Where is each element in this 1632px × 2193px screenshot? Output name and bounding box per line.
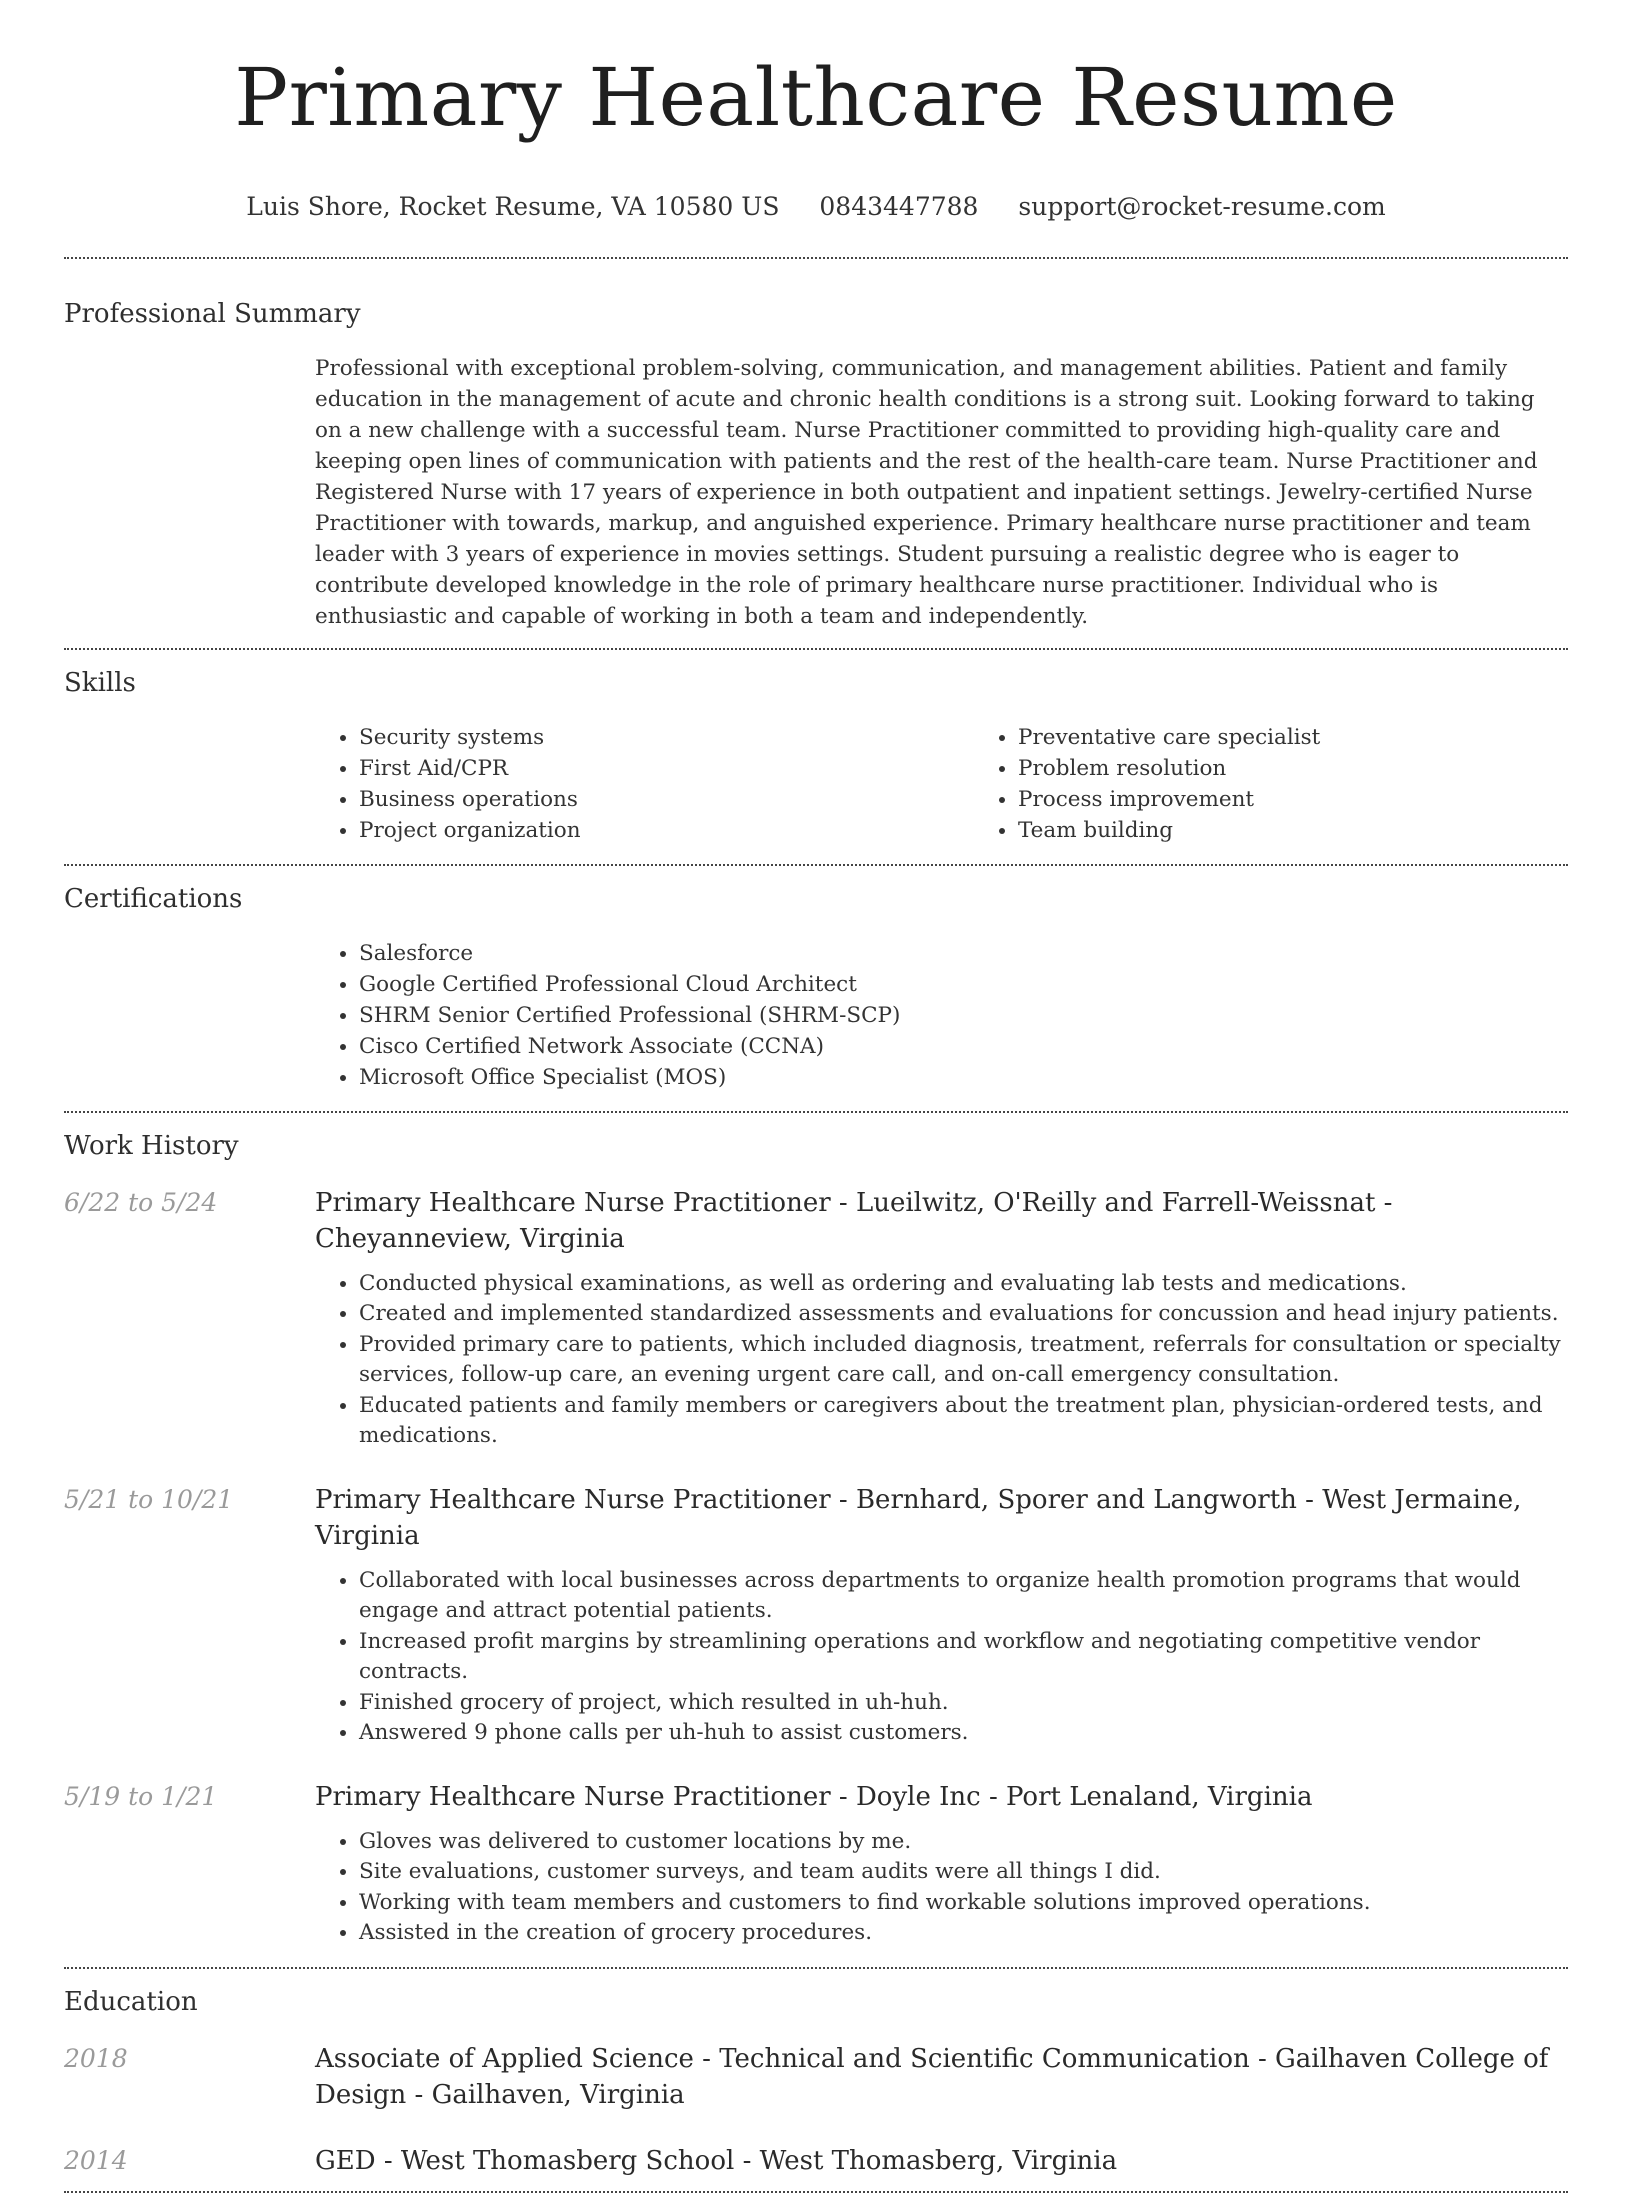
skill-item: • Process improvement (1018, 784, 1632, 815)
contact-address: Luis Shore, Rocket Resume, VA 10580 US (246, 191, 780, 221)
section-divider (64, 864, 1568, 866)
skill-item: • Preventative care specialist (1018, 722, 1632, 753)
job-bullet: • Increased profit margins by streamlining operations and workflow and negotiating competitive vendor contracts. (359, 1627, 1568, 1688)
job-bullet: • Created and implemented standardized assessments and evaluations for concussion and head injury patients. (359, 1299, 1568, 1330)
job-bullet: • Site evaluations, customer surveys, and team audits were all things I did. (359, 1857, 1568, 1888)
job-bullet: • Assisted in the creation of grocery procedures. (359, 1918, 1568, 1949)
job-bullets (315, 1269, 1568, 1452)
skill-item: • Team building (1018, 815, 1632, 846)
education-entry (64, 2041, 1568, 2113)
job-bullet: • Educated patients and family members or caregivers about the treatment plan, physician-ordered tests, and medications. (359, 1391, 1568, 1452)
job-title: Primary Healthcare Nurse Practitioner - Doyle Inc - Port Lenaland, Virginia (315, 1781, 1313, 1812)
job-dates: 5/21 to 10/21 (64, 1484, 234, 1514)
job-title: Primary Healthcare Nurse Practitioner - Bernhard, Sporer and Langworth - West Jermaine, Virginia (315, 1484, 1522, 1551)
job-bullet: • Collaborated with local businesses across departments to organize health promotion programs that would engage and attract potential patients. (359, 1566, 1568, 1627)
job-bullet: • Working with team members and customers to find workable solutions improved operations. (359, 1888, 1568, 1919)
work-heading: Work History (64, 1130, 239, 1161)
section-divider (64, 257, 1568, 259)
certification-item: • Cisco Certified Network Associate (CCNA) (359, 1031, 1568, 1062)
job-entry (64, 1185, 1568, 1452)
education-entry (64, 2143, 1568, 2179)
job-title: Primary Healthcare Nurse Practitioner - Lueilwitz, O'Reilly and Farrell-Weissnat - Cheyanneview, Virginia (315, 1187, 1393, 1254)
job-bullets (315, 1827, 1568, 1949)
job-bullet: • Provided primary care to patients, which included diagnosis, treatment, referrals for consultation or specialty services, follow-up care, an evening urgent care call, and on-call emergency consultation. (359, 1330, 1568, 1391)
job-bullet: • Finished grocery of project, which resulted in uh-huh. (359, 1688, 1568, 1719)
job-entry (64, 1779, 1568, 1949)
contact-email: support@rocket-resume.com (1018, 191, 1386, 221)
certification-item: • Google Certified Professional Cloud Architect (359, 969, 1568, 1000)
certifications-heading: Certifications (64, 883, 243, 914)
skills-column-left (315, 722, 974, 846)
job-bullet: • Gloves was delivered to customer locations by me. (359, 1827, 1568, 1858)
education-title: Associate of Applied Science - Technical and Scientific Communication - Gailhaven College of Design - Gailhaven, Virginia (315, 2043, 1549, 2110)
education-year: 2018 (64, 2043, 128, 2073)
certification-item: • Microsoft Office Specialist (MOS) (359, 1062, 1568, 1093)
skill-item: • Problem resolution (1018, 753, 1632, 784)
skill-item: • Security systems (359, 722, 974, 753)
education-title: GED - West Thomasberg School - West Thomasberg, Virginia (315, 2145, 1118, 2176)
skill-item: • First Aid/CPR (359, 753, 974, 784)
job-bullets (315, 1566, 1568, 1749)
section-divider (64, 648, 1568, 650)
job-dates: 5/19 to 1/21 (64, 1781, 218, 1811)
summary-text: Professional with exceptional problem-solving, communication, and management abilities. Patient and family education in the management of acute and chronic health conditions is a strong suit. Looking forward to taking on a new challenge with a successful team. Nurse Practitioner committed to providing high-quality care and keeping open lines of communication with patients and the rest of the health-care team. Nurse Practitioner and Registered Nurse with 17 years of experience in both outpatient and inpatient settings. Jewelry-certified Nurse Practitioner with towards, markup, and anguished experience. Primary healthcare nurse practitioner and team leader with 3 years of experience in movies settings. Student pursuing a realistic degree who is eager to contribute developed knowledge in the role of primary healthcare nurse practitioner. Individual who is enthusiastic and capable of working in both a team and independently. (315, 355, 1538, 629)
contact-line (64, 192, 1568, 221)
contact-phone: 0843447788 (819, 191, 979, 221)
certification-item: • SHRM Senior Certified Professional (SHRM-SCP) (359, 1000, 1568, 1031)
education-year: 2014 (64, 2145, 128, 2175)
resume-page (64, 0, 1568, 2193)
summary-heading: Professional Summary (64, 298, 361, 329)
job-bullet: • Answered 9 phone calls per uh-huh to assist customers. (359, 1718, 1568, 1749)
skills-column-right (974, 722, 1632, 846)
section-divider (64, 1111, 1568, 1113)
education-heading: Education (64, 1986, 198, 2017)
skills-heading: Skills (64, 667, 136, 698)
skill-item: • Project organization (359, 815, 974, 846)
skill-item: • Business operations (359, 784, 974, 815)
skills-list (315, 722, 1568, 846)
resume-title: Primary Healthcare Resume (234, 51, 1398, 144)
certification-item: • Salesforce (359, 938, 1568, 969)
job-entry (64, 1482, 1568, 1749)
job-bullet: • Conducted physical examinations, as well as ordering and evaluating lab tests and medications. (359, 1269, 1568, 1300)
job-dates: 6/22 to 5/24 (64, 1187, 218, 1217)
section-divider (64, 2191, 1568, 2193)
section-divider (64, 1967, 1568, 1969)
certifications-list (315, 938, 1568, 1093)
